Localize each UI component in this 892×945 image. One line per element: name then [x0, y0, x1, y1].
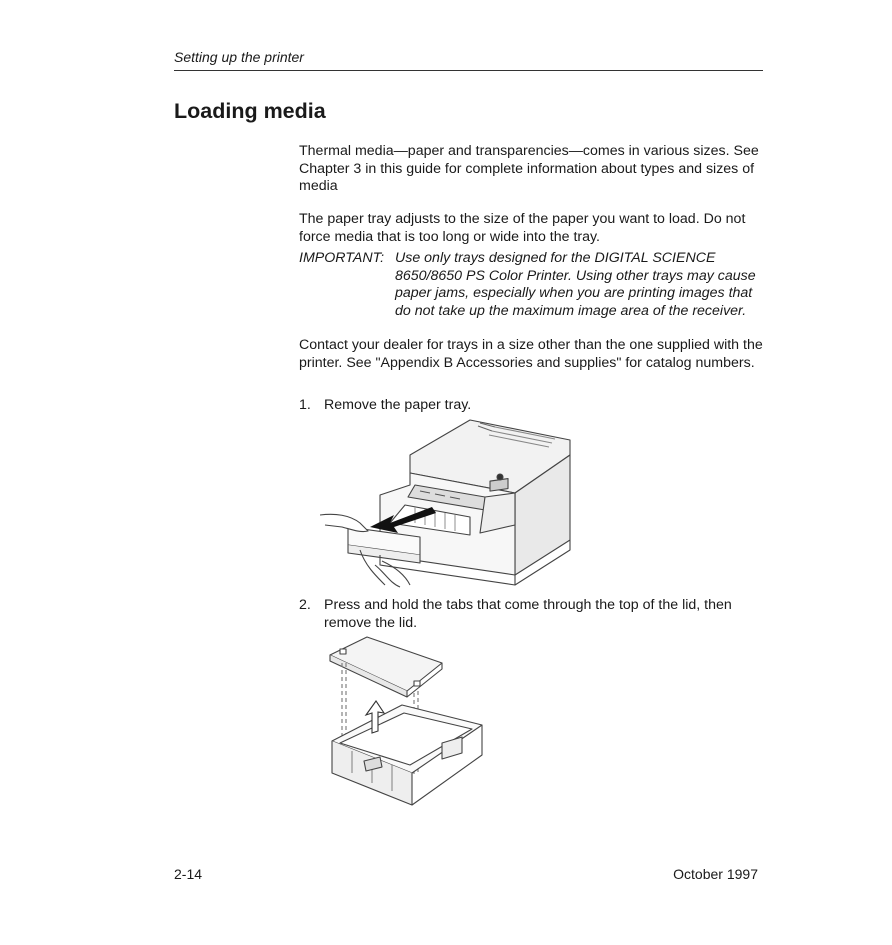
- tray-lid-removal-illustration: [322, 633, 497, 813]
- paragraph-tray-adjusts: The paper tray adjusts to the size of the paper you want to load. Do not force media that is too long or wide into the tray.: [299, 211, 746, 245]
- important-label: IMPORTANT:: [299, 250, 385, 266]
- header-rule: [174, 70, 763, 71]
- footer-date: October 1997: [673, 866, 758, 882]
- step-text: Remove the paper tray.: [324, 397, 472, 413]
- paragraph-media-sizes: Thermal media—paper and transparencies—comes in various sizes. See Chapter 3 in this guide for complete information about types and sizes of media: [299, 143, 759, 195]
- important-text: Use only trays designed for the DIGITAL SCIENCE 8650/8650 PS Color Printer. Using other trays may cause paper jams, especially when you are printing images that do not take up the maximum image area of the receiver.: [395, 250, 756, 319]
- running-head: Setting up the printer: [174, 49, 304, 65]
- step-number: 2.: [299, 597, 311, 613]
- section-title: Loading media: [174, 99, 326, 123]
- step-text: Press and hold the tabs that come through the top of the lid, then remove the lid.: [324, 597, 732, 631]
- step-number: 1.: [299, 397, 311, 413]
- page-number: 2-14: [174, 866, 203, 882]
- paragraph-contact-dealer: Contact your dealer for trays in a size other than the one supplied with the printer. See "Appendix B Accessories and supplies" for catalog numbers.: [299, 337, 763, 371]
- printer-tray-removal-illustration: [320, 415, 580, 590]
